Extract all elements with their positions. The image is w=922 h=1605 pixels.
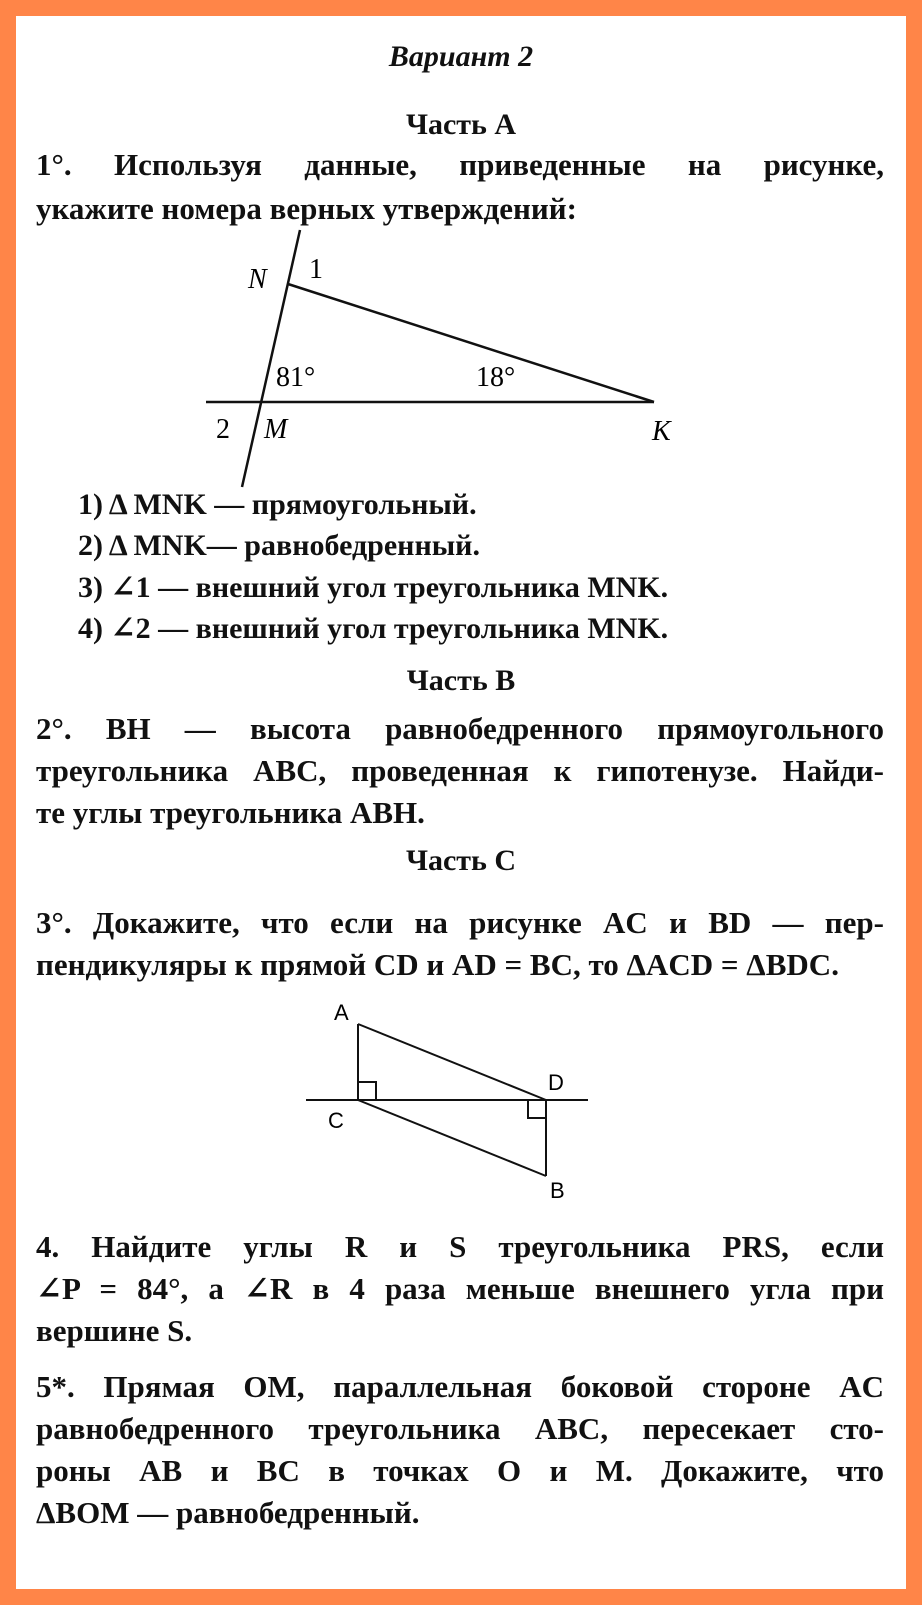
task4-line1: 4. Найдите углы R и S треугольника PRS, если bbox=[36, 1229, 884, 1264]
label-n: N bbox=[248, 264, 267, 295]
task3-line1: 3°. Докажите, что если на рисунке AC и BD — пер- bbox=[36, 905, 884, 940]
label-angle-m-value: 81° bbox=[276, 362, 316, 393]
task5-line4: ΔBOM — равнобедренный. bbox=[36, 1495, 420, 1530]
task1-option-4: 4) ∠2 — внешний угол треугольника MNK. bbox=[78, 612, 669, 645]
task2-line1: 2°. BH — высота равнобедренного прямоугольного bbox=[36, 711, 884, 746]
label-angle-2: 2 bbox=[216, 414, 230, 445]
label-m: M bbox=[264, 414, 288, 445]
task2-line2: треугольника ABC, проведенная к гипотенузе. Найди- bbox=[36, 753, 884, 788]
task1-option-2: 2) Δ MNK— равнобедренный. bbox=[78, 529, 480, 562]
label-k: K bbox=[652, 416, 671, 447]
task1-text-line2: укажите номера верных утверждений: bbox=[36, 191, 577, 226]
task5-line1: 5*. Прямая OM, параллельная боковой стороне AC bbox=[36, 1369, 884, 1404]
part-b-heading: Часть В bbox=[406, 664, 516, 697]
label-angle-k-value: 18° bbox=[476, 362, 516, 393]
task4-line2: ∠P = 84°, а ∠R в 4 раза меньше внешнего угла при bbox=[36, 1271, 884, 1306]
label-angle-1: 1 bbox=[309, 254, 323, 285]
task5-line2: равнобедренного треугольника ABC, пересекает сто- bbox=[36, 1411, 884, 1446]
part-a-heading: Часть А bbox=[405, 108, 517, 141]
task5-line3: роны AB и BC в точках O и M. Докажите, что bbox=[36, 1453, 884, 1488]
label-a: A bbox=[334, 1000, 349, 1025]
task3-line2: пендикуляры к прямой CD и AD = BC, то ΔACD = ΔBDC. bbox=[36, 947, 839, 982]
right-angle-d bbox=[528, 1100, 546, 1118]
task1-option-1: 1) Δ MNK — прямоугольный. bbox=[78, 488, 477, 521]
task2-line3: те углы треугольника ABH. bbox=[36, 795, 425, 830]
label-d: D bbox=[548, 1070, 564, 1095]
segment-ad bbox=[358, 1024, 546, 1100]
perpendiculars-figure bbox=[296, 998, 616, 1213]
task1-option-3: 3) ∠1 — внешний угол треугольника MNK. bbox=[78, 571, 669, 604]
part-c-heading: Часть С bbox=[405, 844, 517, 877]
label-b: B bbox=[550, 1178, 565, 1203]
task1-text-line1: 1°. Используя данные, приведенные на рисунке, bbox=[36, 147, 884, 182]
variant-title: Вариант 2 bbox=[388, 40, 534, 73]
triangle-mnk-figure bbox=[196, 226, 696, 496]
label-c: C bbox=[328, 1108, 344, 1133]
segment-nk bbox=[288, 284, 654, 402]
task4-line3: вершине S. bbox=[36, 1313, 193, 1348]
segment-cb bbox=[358, 1100, 546, 1176]
right-angle-c bbox=[358, 1082, 376, 1100]
worksheet-page bbox=[16, 16, 906, 1589]
